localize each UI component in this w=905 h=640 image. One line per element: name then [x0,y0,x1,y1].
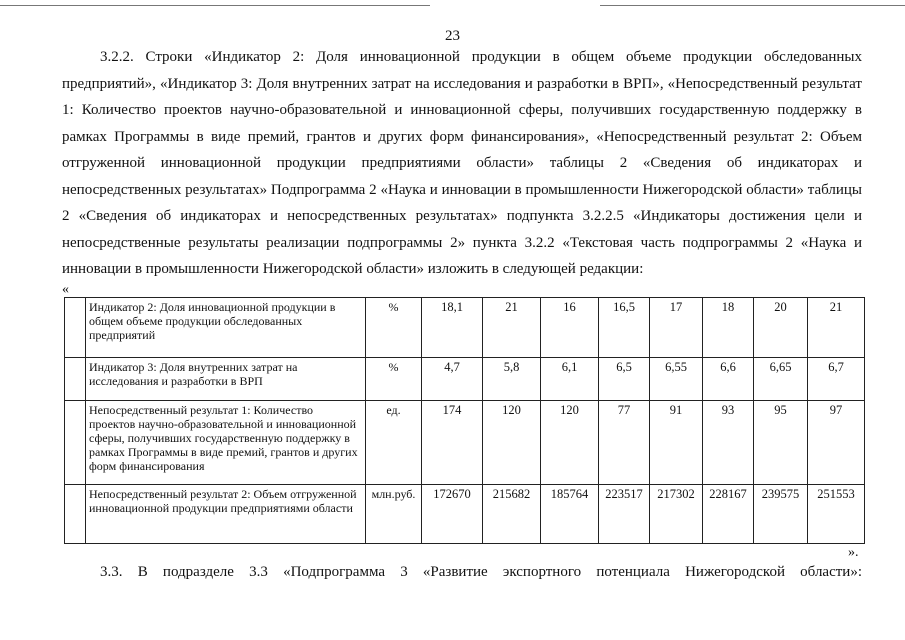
value-cell: 120 [541,401,599,485]
value-cell: 20 [754,298,808,358]
section-heading-line: 3.3. В подразделе 3.3 «Подпрограмма 3 «Развитие экспортного потенциала Нижегородской области»: [100,564,862,580]
indicators-table [64,297,865,544]
row-index-cell [65,401,86,485]
unit-cell: % [366,298,422,358]
top-rule-left [0,5,430,6]
indicator-name-cell: Индикатор 3: Доля внутренних затрат на исследования и разработки в ВРП [86,358,366,401]
value-cell: 172670 [422,485,483,544]
row-index-cell [65,298,86,358]
table-row [65,401,865,485]
top-rule-right [600,5,905,6]
value-cell: 95 [754,401,808,485]
value-cell: 6,7 [808,358,865,401]
value-cell: 6,5 [599,358,650,401]
value-cell: 6,55 [650,358,703,401]
value-cell: 4,7 [422,358,483,401]
row-index-cell [65,358,86,401]
value-cell: 97 [808,401,865,485]
value-cell: 18 [703,298,754,358]
unit-cell: млн.руб. [366,485,422,544]
value-cell: 251553 [808,485,865,544]
value-cell: 77 [599,401,650,485]
value-cell: 16 [541,298,599,358]
value-cell: 228167 [703,485,754,544]
value-cell: 223517 [599,485,650,544]
unit-cell: % [366,358,422,401]
table-body [65,298,865,544]
value-cell: 93 [703,401,754,485]
value-cell: 6,1 [541,358,599,401]
value-cell: 120 [483,401,541,485]
value-cell: 91 [650,401,703,485]
table-row [65,358,865,401]
closing-quote: ». [848,545,859,560]
value-cell: 6,6 [703,358,754,401]
value-cell: 217302 [650,485,703,544]
value-cell: 174 [422,401,483,485]
value-cell: 21 [483,298,541,358]
value-cell: 5,8 [483,358,541,401]
indicator-name-cell: Непосредственный результат 2: Объем отгруженной инновационной продукции предприятиями области [86,485,366,544]
table-row [65,298,865,358]
row-index-cell [65,485,86,544]
indicator-name-cell: Индикатор 2: Доля инновационной продукции в общем объеме продукции обследованных предприятий [86,298,366,358]
unit-cell: ед. [366,401,422,485]
body-paragraph: 3.2.2. Строки «Индикатор 2: Доля инновационной продукции в общем объеме продукции обследованных предприятий», «Индикатор 3: Доля внутренних затрат на исследования и разработки в ВРП», «Непосредственный результат 1: Количество проектов научно-образовательной и инновационной сферы, получивших государственную поддержку в рамках Программы в виде премий, грантов и других форм финансирования», «Непосредственный результат 2: Объем отгруженной инновационной продукции предприятиями области» таблицы 2 «Сведения об индикаторах и непосредственных результатах» Подпрограмма 2 «Наука и инновации в промышленности Нижегородской области» таблицы 2 «Сведения об индикаторах и непосредственных результатах» подпункта 3.2.2.5 «Индикаторы достижения цели и непосредственные результаты реализации подпрограммы 2» пункта 3.2.2 «Текстовая часть подпрограммы 2 «Наука и инновации в промышленности Нижегородской области» изложить в следующей редакции: [62,49,862,277]
value-cell: 6,65 [754,358,808,401]
value-cell: 215682 [483,485,541,544]
value-cell: 21 [808,298,865,358]
value-cell: 16,5 [599,298,650,358]
indicator-name-cell: Непосредственный результат 1: Количество проектов научно-образовательной и инновационной сферы, получивших государственную поддержку в рамках Программы в виде премий, грантов и других форм финансирования [86,401,366,485]
value-cell: 18,1 [422,298,483,358]
table-row [65,485,865,544]
value-cell: 185764 [541,485,599,544]
opening-quote: « [62,282,69,297]
page-number: 23 [445,28,460,44]
value-cell: 239575 [754,485,808,544]
value-cell: 17 [650,298,703,358]
